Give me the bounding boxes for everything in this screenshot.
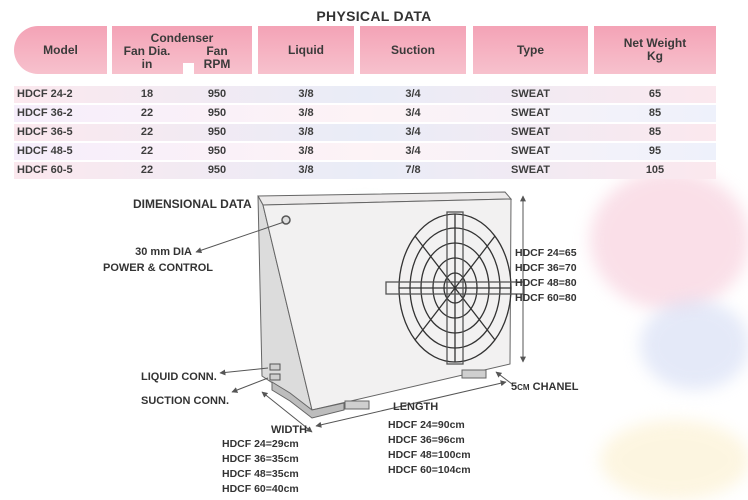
length-item: HDCF 24=90cm [388,419,465,431]
header-type-label: Type [516,43,545,57]
header-condenser-label: Condenser [150,31,214,45]
header-suction-label: Suction [391,43,435,57]
width-item: HDCF 60=40cm [222,483,299,495]
cell-suction: 7/8 [405,164,421,176]
power-label [102,245,192,260]
length-list [388,418,471,478]
height-item: HDCF 48=80 [515,277,577,289]
power-label-line2: POWER & CONTROL [103,262,213,274]
cell-rpm: 950 [207,126,227,138]
cell-liquid: 3/8 [298,126,314,138]
cell-fan-dia: 22 [140,126,154,138]
channel-unit: CM [517,383,530,392]
service-valve-2 [270,374,280,380]
header-fan-rpm-unit: RPM [203,57,231,71]
cell-weight: 85 [648,126,662,138]
cell-model: HDCF 60-5 [17,164,73,176]
cell-model: HDCF 24-2 [17,88,73,100]
cell-type: SWEAT [511,107,550,119]
cell-liquid: 3/8 [298,88,314,100]
dimensional-title: DIMENSIONAL DATA [133,197,252,211]
header-fan-dia-label: Fan Dia. [123,44,171,58]
cell-fan-dia: 22 [140,164,154,176]
cell-fan-dia: 18 [140,88,154,100]
height-item: HDCF 24=65 [515,247,577,259]
channel-number: 5 [511,381,518,393]
length-title: LENGTH [393,401,439,413]
cell-type: SWEAT [511,145,550,157]
cell-rpm: 950 [207,145,227,157]
cell-rpm: 950 [207,164,227,176]
width-item: HDCF 36=35cm [222,453,299,465]
cell-type: SWEAT [511,126,550,138]
channel-label [511,380,578,395]
width-item: HDCF 24=29cm [222,438,299,450]
suction-callout-arrow [232,378,268,392]
liquid-conn-label: LIQUID CONN. [141,371,217,383]
cell-rpm: 950 [207,107,227,119]
cell-weight: 95 [648,145,662,157]
cell-type: SWEAT [511,164,550,176]
cell-model: HDCF 36-2 [17,107,73,119]
cell-suction: 3/4 [405,126,421,138]
cell-weight: 85 [648,107,662,119]
width-title: WIDTH [271,424,308,436]
cell-type: SWEAT [511,88,550,100]
cell-liquid: 3/8 [298,145,314,157]
channel-text: CHANEL [532,381,579,393]
length-item: HDCF 60=104cm [388,464,471,476]
cell-model: HDCF 48-5 [17,145,73,157]
cell-fan-dia: 22 [140,145,154,157]
liquid-callout-arrow [220,368,268,373]
height-item: HDCF 36=70 [515,262,577,274]
length-item: HDCF 36=96cm [388,434,465,446]
height-item: HDCF 60=80 [515,292,577,304]
height-list [515,246,577,306]
cell-model: HDCF 36-5 [17,126,73,138]
unit-foot-left [345,401,369,409]
header-fan-rpm-label: Fan [206,44,228,58]
cell-fan-dia: 22 [140,107,154,119]
page-title: PHYSICAL DATA [316,8,432,24]
header-fan-dia-unit: in [141,57,153,71]
header-liquid-label: Liquid [288,43,324,57]
cell-rpm: 950 [207,88,227,100]
power-label-line1: 30 mm DIA [135,246,192,258]
cell-suction: 3/4 [405,88,421,100]
header-net-weight-unit: Kg [647,49,663,63]
cell-suction: 3/4 [405,107,421,119]
cell-suction: 3/4 [405,145,421,157]
width-item: HDCF 48=35cm [222,468,299,480]
cell-liquid: 3/8 [298,107,314,119]
cell-liquid: 3/8 [298,164,314,176]
suction-conn-label: SUCTION CONN. [141,395,229,407]
length-item: HDCF 48=100cm [388,449,471,461]
header-model-label: Model [43,43,78,57]
cell-weight: 105 [645,164,665,176]
cell-weight: 65 [648,88,662,100]
unit-foot-right [462,370,486,378]
service-valve-1 [270,364,280,370]
width-list [222,437,299,497]
header-net-weight-label: Net Weight [623,36,687,50]
